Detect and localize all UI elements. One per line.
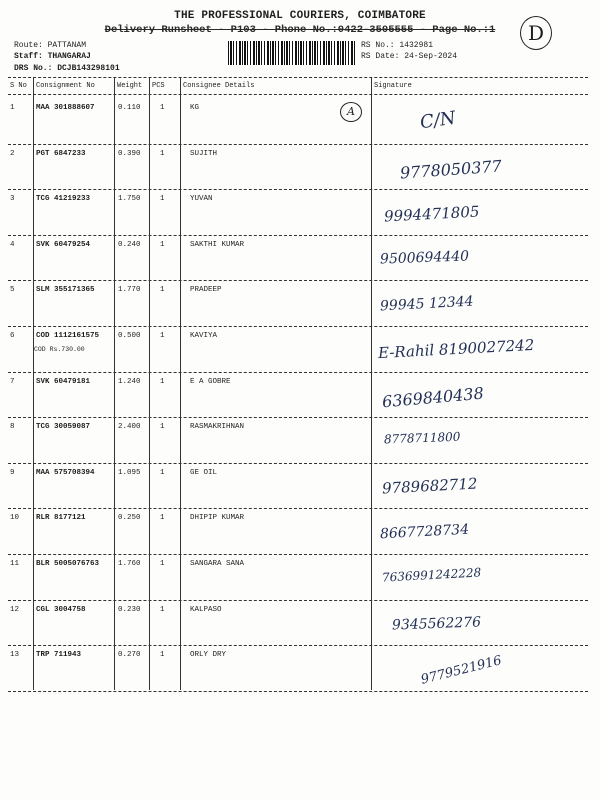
table-row	[0, 146, 600, 192]
row-sno: 1	[10, 104, 15, 112]
row-signature: C/N	[418, 107, 457, 134]
row-sno: 8	[10, 423, 15, 432]
row-rule	[8, 189, 588, 190]
row-rule	[8, 554, 588, 555]
row-consignment-no: PGT 6847233	[36, 149, 86, 158]
table-row	[0, 191, 600, 237]
col-sno: S No	[10, 82, 27, 90]
rs-no: RS No.: 1432981	[361, 41, 434, 50]
row-rule	[8, 417, 588, 418]
row-consignment-no: COD 1112161575	[36, 332, 100, 340]
row-signature: 9500694440	[379, 248, 470, 268]
row-consignee: SUJITH	[190, 149, 218, 158]
row-consignee: E A GOBRE	[190, 377, 231, 386]
row-consignment-no: SVK 60479181	[36, 377, 91, 386]
row-signature: 8667728734	[379, 522, 470, 543]
page-mark: D	[520, 16, 552, 50]
row-signature: 8778711800	[383, 429, 461, 447]
row-sno: 7	[10, 377, 15, 386]
row-weight: 1.095	[118, 468, 141, 477]
row-weight: 0.270	[118, 651, 141, 660]
row-sno: 12	[10, 605, 20, 614]
row-sno: 9	[10, 468, 15, 477]
row-consignee: SAKTHI KUMAR	[190, 240, 245, 249]
row-weight: 0.250	[118, 514, 141, 523]
row-sno: 6	[10, 332, 15, 340]
row-consignee: DHIPIP KUMAR	[190, 514, 245, 523]
row-pcs: 1	[160, 423, 165, 432]
row-rule	[8, 508, 588, 509]
row-consignee: ORLY DRY	[190, 651, 227, 660]
row-consignee: KALPASO	[190, 605, 222, 614]
row-consignment-no: TCG 30059087	[36, 423, 91, 432]
header-rule-bottom	[8, 94, 588, 95]
row-rule	[8, 691, 588, 692]
row-signature: 6369840438	[381, 383, 485, 411]
row-pcs: 1	[160, 195, 165, 204]
row-rule	[8, 235, 588, 236]
page-title: THE PROFESSIONAL COURIERS, COIMBATORE	[174, 10, 426, 22]
row-weight: 1.240	[118, 377, 141, 386]
drs-label: DRS No.: DCJB143298101	[14, 64, 120, 73]
row-consignee: RASMAKRIHNAN	[190, 423, 245, 432]
col-consignment: Consignment No	[36, 82, 95, 90]
barcode	[228, 41, 356, 65]
row-consignment-no: MAA 575708394	[36, 468, 95, 477]
row-consignment-no: SLM 355171365	[36, 286, 95, 295]
cod-amount: COD Rs.730.00	[34, 346, 85, 353]
row-weight: 0.230	[118, 605, 141, 614]
row-sno: 4	[10, 240, 15, 249]
row-rule	[8, 600, 588, 601]
staff-label: Staff: THANGARAJ	[14, 52, 91, 61]
row-sno: 10	[10, 514, 20, 523]
row-consignment-no: CGL 3004758	[36, 605, 86, 614]
row-consignment-no: BLR 5005076763	[36, 560, 100, 568]
row-signature: 9779521916	[419, 653, 504, 688]
col-signature: Signature	[374, 82, 412, 90]
page-subtitle: Delivery Runsheet - P103 - Phone No.:0422-3505555 - Page No.:1	[104, 24, 496, 36]
row-pcs: 1	[160, 240, 165, 249]
table-row	[0, 374, 600, 420]
row-consignment-no: TCG 41219233	[36, 195, 91, 204]
row-weight: 1.750	[118, 195, 141, 204]
col-weight: Weight	[117, 82, 143, 90]
table-row	[0, 282, 600, 328]
table-row	[0, 237, 600, 283]
route-label: Route: PATTANAM	[14, 41, 87, 50]
row-rule	[8, 463, 588, 464]
header-rule-top	[8, 77, 588, 78]
row-weight: 2.400	[118, 423, 141, 432]
row-pcs: 1	[160, 332, 165, 340]
row-weight: 1.770	[118, 286, 141, 295]
row-sno: 5	[10, 286, 15, 295]
row-consignment-no: TRP 711943	[36, 651, 82, 660]
row-sno: 3	[10, 195, 15, 204]
table-row	[0, 419, 600, 465]
col-pcs: PCS	[152, 82, 165, 90]
row-weight: 0.500	[118, 332, 141, 340]
row-rule	[8, 645, 588, 646]
row-weight: 0.240	[118, 240, 141, 249]
row-pcs: 1	[160, 286, 165, 295]
row-signature: 9345562276	[391, 614, 482, 634]
row-pcs: 1	[160, 149, 165, 158]
row-signature: 7636991242228	[381, 565, 482, 585]
table-row	[0, 328, 600, 374]
row-pcs: 1	[160, 560, 165, 568]
row-consignee: SANGARA SANA	[190, 560, 245, 568]
table-row	[0, 510, 600, 556]
row-pcs: 1	[160, 468, 165, 477]
row-consignment-no: RLR 8177121	[36, 514, 86, 523]
row-sno: 11	[10, 560, 20, 568]
row-sno: 2	[10, 149, 15, 158]
row-sno: 13	[10, 651, 20, 660]
table-row	[0, 602, 600, 648]
col-consignee: Consignee Details	[183, 82, 255, 90]
rs-date: RS Date: 24-Sep-2024	[361, 52, 458, 61]
row-pcs: 1	[160, 377, 165, 386]
row-rule	[8, 326, 588, 327]
row-signature: 99945 12344	[379, 293, 474, 315]
table-row	[0, 465, 600, 511]
row-note-mark: A	[340, 102, 362, 122]
row-consignee: PRADEEP	[190, 286, 222, 295]
row-consignee: KAVIYA	[190, 332, 218, 340]
row-rule	[8, 144, 588, 145]
row-consignee: KG	[190, 104, 200, 112]
table-row	[0, 556, 600, 602]
row-pcs: 1	[160, 605, 165, 614]
row-signature: 9778050377	[399, 156, 503, 183]
row-consignment-no: SVK 60479254	[36, 240, 91, 249]
row-weight: 0.110	[118, 104, 141, 112]
row-consignment-no: MAA 301888607	[36, 104, 95, 112]
row-weight: 0.390	[118, 149, 141, 158]
table-row	[0, 100, 600, 146]
row-pcs: 1	[160, 104, 165, 112]
row-pcs: 1	[160, 651, 165, 660]
row-signature: 9994471805	[383, 202, 480, 226]
row-rule	[8, 280, 588, 281]
row-signature: E-Rahil 8190027242	[377, 335, 535, 363]
row-signature: 9789682712	[381, 474, 478, 498]
row-consignee: YUVAN	[190, 195, 213, 204]
row-pcs: 1	[160, 514, 165, 523]
table-row	[0, 647, 600, 693]
row-consignee: GE OIL	[190, 468, 218, 477]
row-weight: 1.760	[118, 560, 141, 568]
row-rule	[8, 372, 588, 373]
